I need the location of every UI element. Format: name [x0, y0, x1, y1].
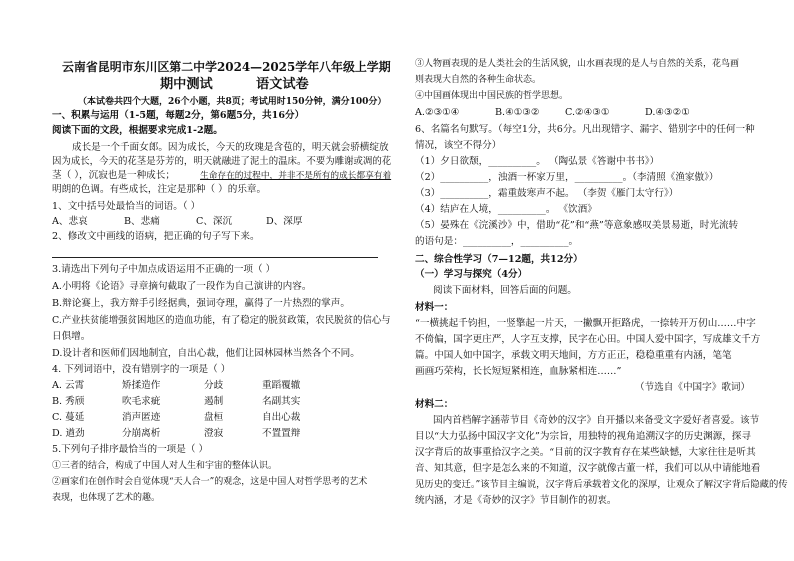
- passage-line: 茎（ ），沉寂也是一种成长；: [52, 170, 175, 181]
- material-line: 汉字背后的故事重拾汉字之美。“目前的汉字教育存在某些缺憾，大家往往是听其: [415, 447, 756, 458]
- material-line: 见历史的变迁。”该节目主编说，汉字背后承载着文化的深厚，让观众了解汉字背后隐藏的传: [415, 479, 788, 490]
- q1-option: D、深厚: [266, 216, 303, 227]
- question-6-cont: 情况，该空不得分）: [415, 140, 502, 151]
- exam-info: （本试卷共四个大题，26个小题，共8页；考试用时150分钟，满分100分）: [78, 97, 387, 107]
- material-line: “一横挑起千钧担，一竖擎起一片天，一撇飘开拒路虎，一捺转开万仞山……中字: [415, 318, 756, 329]
- answer-line: [52, 257, 378, 258]
- q5-sentence: ①三者的结合，构成了中国人对人生和宇宙的整体认识。: [52, 461, 278, 471]
- q4-option-word: 矫揉造作: [122, 380, 161, 391]
- q4-option-word: 重蹈覆辙: [262, 380, 301, 391]
- q4-option-word: 盘桓: [204, 412, 224, 423]
- material-line: 音、知其意，但字是怎么来的不知道，汉字就像古董一样，我们可以从中请能地看: [415, 463, 761, 474]
- q5-sentence: ②画家们在创作时会自觉体现“天人合一”的观念，这是中国人对哲学思考的艺术: [52, 477, 368, 487]
- passage-line: 成长是一个千面女郎。因为成长，今天的玫瑰是含苞的，明天就会骄横绽放: [72, 142, 389, 153]
- q4-option-word: 遏制: [204, 396, 224, 407]
- exam-title-line1: 云南省昆明市东川区第二中学2024—2025学年八年级上学期: [62, 60, 391, 74]
- q3-option-cont: 日俱增。: [52, 331, 91, 342]
- question-4: 4. 下列词语中，没有错别字的一项是（ ）: [52, 364, 231, 375]
- q1-option: A、悲哀: [52, 216, 88, 227]
- question-2: 2、修改文中画线的语病，把正确的句子写下来。: [52, 231, 260, 242]
- dictation-item: （5）晏殊在《浣溪沙》中，借助“花”和“燕”等意象感叹美景易逝，时光流转: [415, 220, 739, 231]
- exam-title-part2: 语文试卷: [256, 77, 309, 92]
- reading-instruction: 阅读下面材料，回答后面的问题。: [433, 285, 577, 296]
- q4-option-word: C. 蔓延: [52, 412, 85, 423]
- passage-underlined-sentence: 生命存在的过程中，并非不是所有的成长都享有着: [200, 171, 392, 181]
- section2-heading: 二、综合性学习（7—12题，共12分）: [415, 254, 583, 265]
- question-1: 1、文中括号处最恰当的词语。（ ）: [52, 201, 201, 212]
- q5-option: B.④①③②: [495, 107, 540, 118]
- material-line: 画画巧荣构，长长短短紧相连，血脉紧相连……”: [415, 366, 622, 377]
- material-line: 目以“大力弘扬中国汉字文化”为宗旨，用独特的视角追溯汉字的历史渊源，探寻: [415, 431, 751, 442]
- q5-sentence-cont: 表现，也体现了艺术的趣。: [52, 493, 161, 503]
- material-line: 国内首档解字涵蒂节目《奇妙的汉字》自开播以来备受文字爱好者喜爱。该节: [433, 415, 760, 426]
- q4-option-word: 名副其实: [262, 396, 301, 407]
- q4-option-word: 消声匿迹: [122, 412, 161, 423]
- passage-line: 因为成长，今天的花茎是芬芳的，明天就融进了泥土的温床。不要为雕谢或凋的花: [52, 156, 392, 167]
- question-5: 5.下列句子排序最恰当的一项是（ ）: [52, 444, 209, 455]
- dictation-item: （4）结庐在人境，__________。 《饮酒》: [415, 204, 597, 215]
- dictation-item: （1）夕日欲颓，__________。 （陶弘景《答谢中书书》）: [415, 156, 660, 167]
- q4-option-word: A. 云霄: [52, 380, 85, 391]
- material-line: 篇。中国人如中国字，承载文明天地间，方方正正，稳稳重重有内涵，笔笔: [415, 350, 732, 361]
- dictation-item-cont: 的语句是：__________，__________。: [415, 236, 579, 247]
- q5-option: A.②③①④: [415, 107, 460, 118]
- q5-sentence: ③人物画表现的是人类社会的生活风貌，山水画表现的是人与自然的关系，花鸟画: [415, 59, 740, 69]
- material-source: （节选自《中国字》歌词）: [635, 382, 751, 393]
- q4-option-word: B. 秀颀: [52, 396, 85, 407]
- question-6: 6、名篇名句默写。（每空1分，共6分。凡出现错字、漏字、错别字中的任何一种: [415, 124, 755, 135]
- dictation-item: （2）__________，浊酒一杯家万里，__________。（李清照《渔家傲》）: [415, 172, 719, 183]
- material-line: 统内涵，才是《奇妙的汉字》节目制作的初衷。: [415, 495, 617, 506]
- q4-option-word: 澄寂: [204, 428, 224, 439]
- material-line: 不倚偏，国字更庄严，人字互支撑，民字在心田。中国人爱中国字，写成雄文千方: [415, 334, 761, 345]
- q5-option: D.④③②①: [645, 107, 690, 118]
- material-2-label: 材料二：: [415, 399, 454, 410]
- q1-option: C、深沉: [196, 216, 233, 227]
- q4-option-word: 吹毛求疵: [122, 396, 161, 407]
- q3-option: B.辩论赛上，我方辩手引经据典，强词夺理，赢得了一片热烈的掌声。: [52, 298, 350, 309]
- q3-option: D.设计者和医师们因地制宜，自出心裁，他们让园林园林当然各个不同。: [52, 348, 360, 359]
- q5-sentence-cont: 则表现大自然的各种生命状态。: [415, 75, 542, 85]
- q4-option-word: 不置置辩: [262, 428, 301, 439]
- q4-option-word: 分崩离析: [122, 428, 161, 439]
- material-1-label: 材料一：: [415, 302, 454, 313]
- q5-option: C.②④③①: [565, 107, 610, 118]
- section1-heading: 一、积累与运用（1-5题，每题2分，第6题5分，共16分）: [52, 110, 305, 121]
- reading-instruction: 阅读下面的文段，根据要求完成1-2题。: [52, 125, 223, 136]
- q3-option: A.小明将《论语》寻章摘句截取了一段作为自己演讲的内容。: [52, 281, 312, 292]
- dictation-item: （3）__________，霜重鼓寒声不起。 （李贺《雁门太守行》）: [415, 188, 679, 199]
- passage-line: 明朗的色调。有些成长，注定是那种（ ）的乐章。: [52, 184, 267, 195]
- q1-option: B、悲痛: [124, 216, 160, 227]
- q4-option-word: D. 遒劲: [52, 428, 85, 439]
- question-3: 3.请选出下列句子中加点成语运用不正确的一项（ ）: [52, 264, 276, 275]
- q4-option-word: 分歧: [204, 380, 224, 391]
- subsection-heading: （一）学习与探究（4分）: [415, 269, 528, 280]
- q5-sentence: ④中国画体现出中国民族的哲学思想。: [415, 91, 569, 101]
- q3-option: C.产业扶贫能增强贫困地区的造血功能，有了稳定的脱贫政策，农民脱贫的信心与: [52, 315, 391, 326]
- exam-title-part1: 期中测试: [160, 77, 213, 92]
- q4-option-word: 自出心裁: [262, 412, 301, 423]
